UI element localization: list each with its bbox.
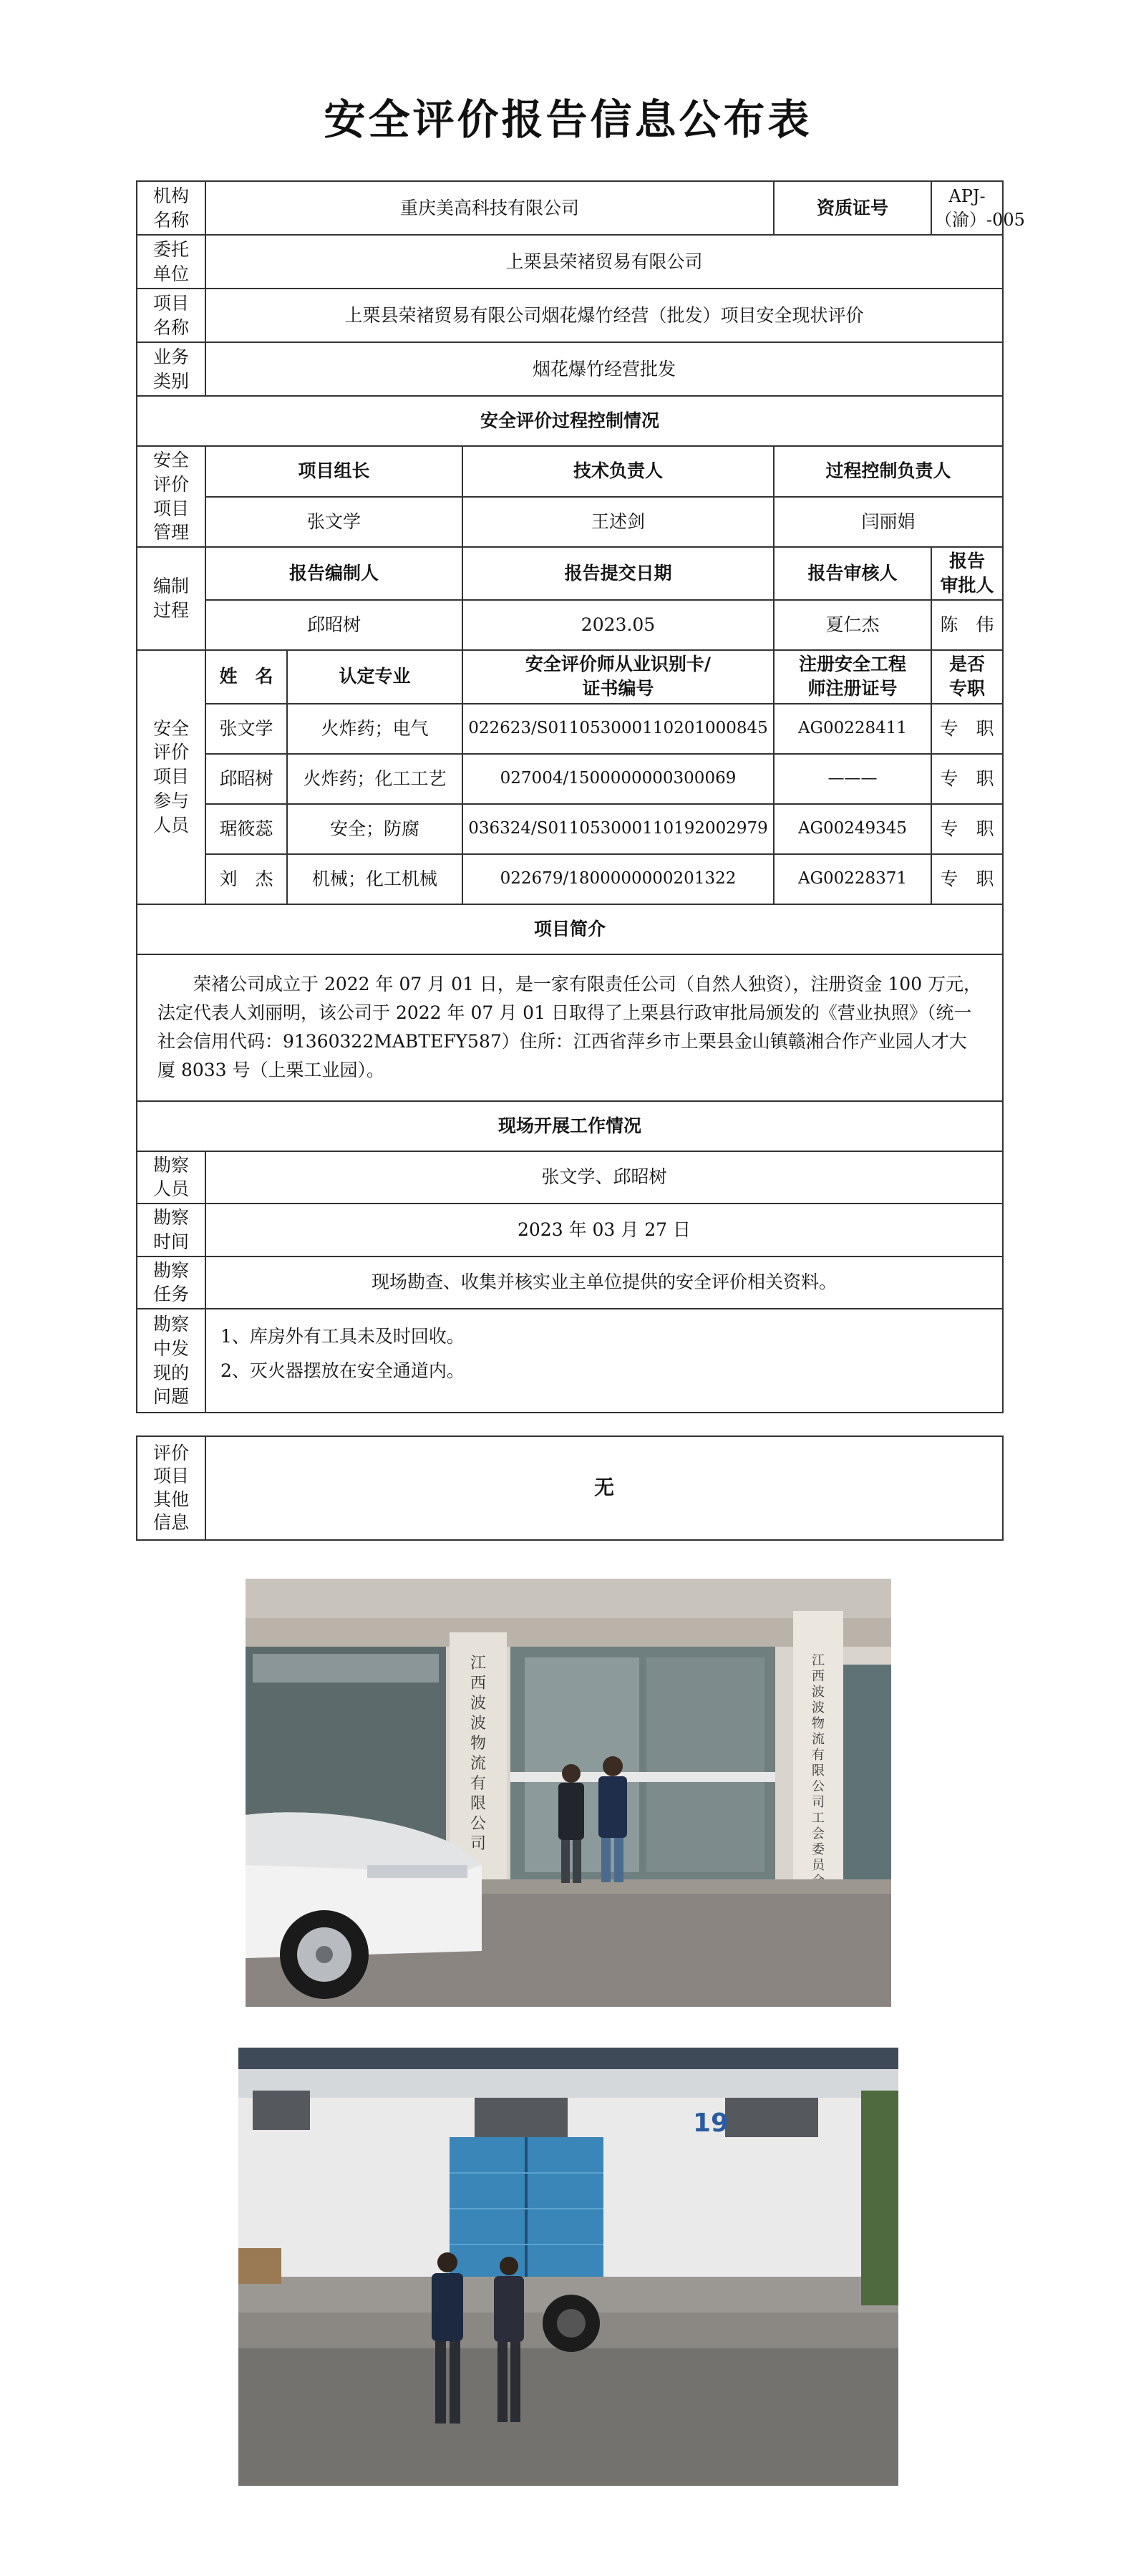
- staff-major: 火炸药；电气: [287, 704, 462, 754]
- mgmt-leader: 张文学: [205, 497, 462, 548]
- staff-cert: 022679/1800000000201322: [462, 854, 774, 904]
- mgmt-label-text: 安全 评价 项目 管理: [152, 450, 189, 543]
- staff-fulltime: 专 职: [931, 854, 1003, 904]
- survey-issues-list: [205, 1309, 1003, 1413]
- staff-header-name: 姓 名: [205, 650, 287, 704]
- site-photo-entrance: [246, 1579, 891, 2007]
- staff-fulltime: 专 职: [931, 754, 1003, 804]
- compile-label: [137, 547, 205, 650]
- survey-task-value: 现场勘查、收集并核实业主单位提供的安全评价相关资料。: [205, 1256, 1003, 1309]
- sign-right-text: 江西波波物流有限公司工会委员: [812, 1653, 825, 1873]
- other-info-table: [136, 1435, 1004, 1541]
- mgmt-control: 闫丽娟: [774, 497, 1003, 548]
- staff-fulltime: 专 职: [931, 704, 1003, 754]
- list-item: 2、灭火器摆放在安全通道内。: [220, 1360, 465, 1381]
- site-photo-warehouse-drawing: [238, 2048, 898, 2486]
- staff-header-cert: [462, 650, 774, 704]
- info-table: [136, 180, 1025, 1413]
- staff-header-major: 认定专业: [287, 650, 462, 704]
- table-row: [137, 754, 1003, 804]
- compile-date: 2023.05: [462, 600, 774, 650]
- survey-time-value: 2023 年 03 月 27 日: [205, 1204, 1003, 1256]
- compile-approver: 陈 伟: [931, 600, 1003, 650]
- staff-reg: AG00228411: [774, 704, 931, 754]
- client-label-text: 委托 单位: [152, 238, 189, 284]
- compile-header-date: 报告提交日期: [462, 547, 774, 600]
- staff-header-fulltime: [931, 650, 1003, 704]
- staff-reg: AG00249345: [774, 804, 931, 854]
- page-title: 安全评价报告信息公布表: [324, 95, 812, 144]
- client-value: 上栗县荣褚贸易有限公司: [205, 235, 1003, 289]
- compile-header-approver: [931, 547, 1003, 600]
- staff-header-fulltime-text: 是否 专职: [948, 654, 985, 699]
- staff-header-reg-text: 注册安全工程 师注册证号: [798, 654, 906, 699]
- site-photo-warehouse: [238, 2048, 898, 2486]
- mgmt-tech: 王述剑: [462, 497, 774, 548]
- staff-cert: 027004/1500000000300069: [462, 754, 774, 804]
- org-label-text: 机构 名称: [152, 185, 189, 231]
- business-value: 烟花爆竹经营批发: [205, 342, 1003, 396]
- staff-label: [137, 650, 205, 904]
- staff-cert: 022623/S011053000110201000845: [462, 704, 774, 754]
- staff-name: 刘 杰: [205, 854, 287, 904]
- staff-reg: ———: [774, 754, 931, 804]
- cert-no: APJ-（渝）-005: [931, 181, 1003, 235]
- building-number: 19: [693, 2108, 729, 2138]
- staff-name: 邱昭树: [205, 754, 287, 804]
- survey-time-label: [137, 1204, 205, 1256]
- compile-header-approver-text: 报告 审批人: [940, 551, 994, 596]
- project-value: 上栗县荣褚贸易有限公司烟花爆竹经营（批发）项目安全现状评价: [205, 289, 1003, 342]
- survey-time-label-text: 勘察 时间: [152, 1207, 189, 1252]
- org-label: [137, 181, 205, 235]
- staff-major: 火炸药；化工工艺: [287, 754, 462, 804]
- process-section-heading: 安全评价过程控制情况: [137, 396, 1003, 446]
- business-label-text: 业务 类别: [152, 346, 189, 392]
- cert-label: 资质证号: [774, 181, 931, 235]
- staff-fulltime: 专 职: [931, 804, 1003, 854]
- intro-paragraph: 荣褚公司成立于 2022 年 07 月 01 日，是一家有限责任公司（自然人独资），注册资金 100 万元，法定代表人刘丽明，该公司于 2022 年 07 月 01 日取得了上栗县行政审批局颁发的《营业执照》（统一社会信用代码：91360322MABTEFY587）住所：江西省萍乡市上栗县金山镇赣湘合作产业园人才大厦 8033 号（上栗工业园）。: [137, 954, 1003, 1101]
- mgmt-header-control: 过程控制负责人: [774, 446, 1003, 497]
- business-label: [137, 342, 205, 396]
- project-label-text: 项目 名称: [152, 292, 189, 338]
- mgmt-header-tech: 技术负责人: [462, 446, 774, 497]
- staff-label-text: 安全 评价 项目 参与 人员: [152, 717, 189, 836]
- compile-header-reviewer: 报告审核人: [774, 547, 931, 600]
- survey-task-label: [137, 1256, 205, 1309]
- org-name: 重庆美高科技有限公司: [205, 181, 774, 235]
- table-row: [137, 854, 1003, 904]
- compile-header-author: 报告编制人: [205, 547, 462, 600]
- table-row: [137, 704, 1003, 754]
- staff-header-cert-text: 安全评价师从业识别卡/ 证书编号: [525, 654, 712, 699]
- staff-major: 安全；防腐: [287, 804, 462, 854]
- intro-section-heading: 项目简介: [137, 904, 1003, 954]
- compile-author: 邱昭树: [205, 600, 462, 650]
- other-value: 无: [205, 1436, 1003, 1540]
- list-item: 1、库房外有工具未及时回收。: [220, 1326, 465, 1347]
- client-label: [137, 235, 205, 289]
- project-label: [137, 289, 205, 342]
- survey-people-label: [137, 1151, 205, 1204]
- staff-cert: 036324/S011053000110192002979: [462, 804, 774, 854]
- survey-people-label-text: 勘察 人员: [152, 1154, 189, 1200]
- sign-left-text: 江西波波物流有限公司: [470, 1655, 487, 1853]
- staff-name: 张文学: [205, 704, 287, 754]
- staff-header-reg: [774, 650, 931, 704]
- other-label-text: 评价 项目 其他 信息: [152, 1442, 189, 1533]
- other-label: [137, 1436, 205, 1540]
- table-row: [137, 804, 1003, 854]
- staff-major: 机械；化工机械: [287, 854, 462, 904]
- survey-issues-label-text: 勘察 中发 现的 问题: [152, 1314, 189, 1408]
- survey-issues-label: [137, 1309, 205, 1413]
- staff-reg: AG00228371: [774, 854, 931, 904]
- survey-task-label-text: 勘察 任务: [152, 1259, 189, 1305]
- compile-label-text: 编制 过程: [152, 576, 189, 621]
- staff-name: 琚筱蕊: [205, 804, 287, 854]
- mgmt-header-leader: 项目组长: [205, 446, 462, 497]
- site-photo-entrance-drawing: [246, 1579, 891, 2007]
- field-section-heading: 现场开展工作情况: [137, 1101, 1003, 1151]
- mgmt-label: [137, 446, 205, 547]
- survey-people-value: 张文学、邱昭树: [205, 1151, 1003, 1204]
- compile-reviewer: 夏仁杰: [774, 600, 931, 650]
